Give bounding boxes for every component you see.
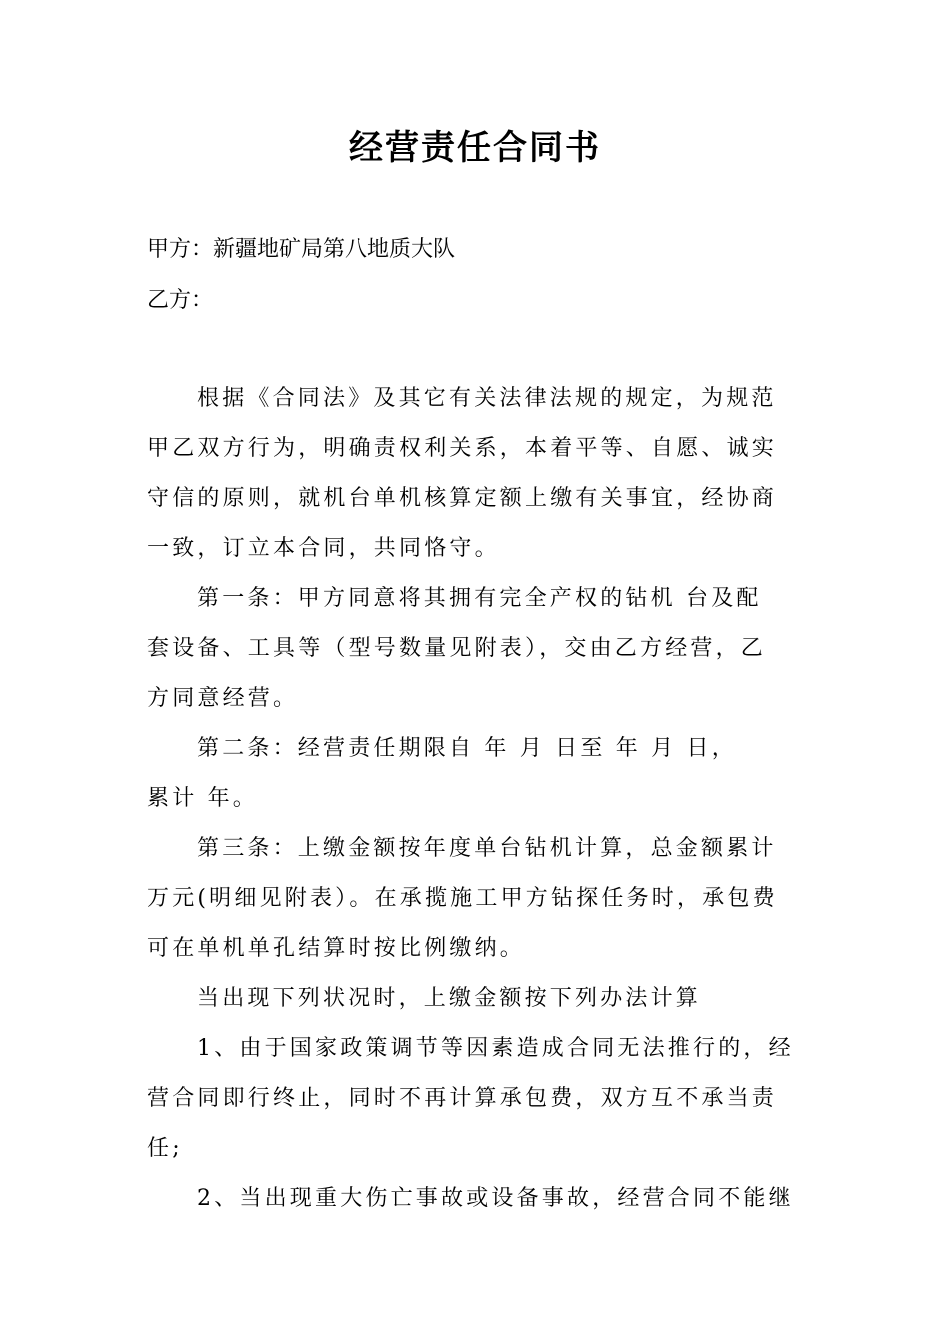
article-1-line: 第一条：甲方同意将其拥有完全产权的钻机 台及配 xyxy=(197,586,762,611)
condition-1-line: 任; xyxy=(147,1136,183,1161)
condition-2-line: 2、当出现重大伤亡事故或设备事故，经营合同不能继 xyxy=(197,1186,794,1211)
body-line: 守信的原则，就机台单机核算定额上缴有关事宜，经协商 xyxy=(147,486,778,511)
article-3-line: 第三条：上缴金额按年度单台钻机计算，总金额累计 xyxy=(197,836,777,861)
party-b: 乙方： xyxy=(147,288,214,313)
condition-1-line: 营合同即行终止，同时不再计算承包费，双方互不承当责 xyxy=(147,1086,778,1111)
article-1-line: 方同意经营。 xyxy=(147,686,299,711)
article-1-line: 套设备、工具等（型号数量见附表），交由乙方经营，乙 xyxy=(147,636,767,661)
document-title: 经营责任合同书 xyxy=(349,128,601,168)
conditions-intro: 当出现下列状况时，上缴金额按下列办法计算 xyxy=(197,986,702,1011)
article-3-line: 可在单机单孔结算时按比例缴纳。 xyxy=(147,936,526,961)
condition-1-line: 1、由于国家政策调节等因素造成合同无法推行的，经 xyxy=(197,1036,794,1061)
article-2-line: 第二条：经营责任期限自 年 月 日至 年 月 日， xyxy=(197,736,737,761)
body-line: 甲乙双方行为，明确责权利关系，本着平等、自愿、诚实 xyxy=(147,436,778,461)
body-line: 根据《合同法》及其它有关法律法规的规定，为规范 xyxy=(197,386,777,411)
article-2-line: 累计 年。 xyxy=(147,786,258,811)
body-line: 一致，订立本合同，共同恪守。 xyxy=(147,536,500,561)
article-3-line: 万元(明细见附表）。在承揽施工甲方钻探任务时，承包费 xyxy=(147,886,778,911)
party-a: 甲方：新疆地矿局第八地质大队 xyxy=(147,237,456,262)
